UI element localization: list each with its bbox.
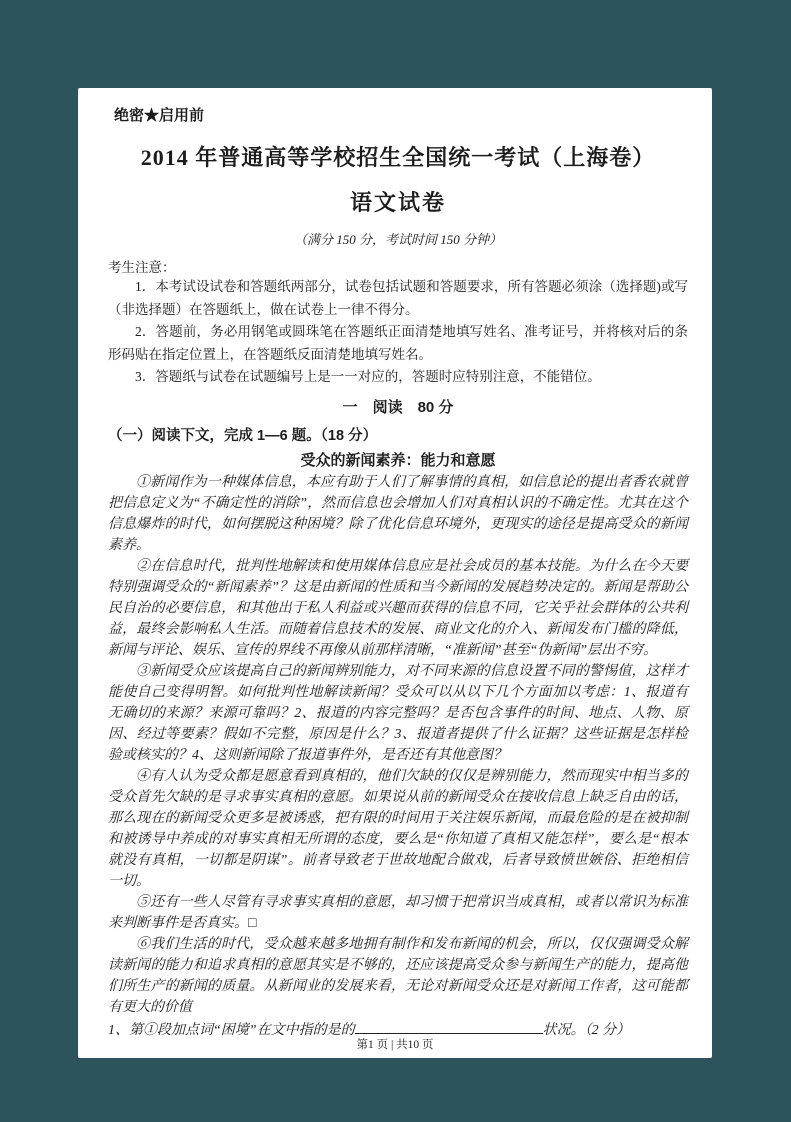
question-1-text: 1、第①段加点词“困境”在文中指的是的 <box>108 1022 355 1038</box>
question-1-suffix: 状况。（2 分） <box>542 1022 631 1038</box>
reading-passage <box>108 449 688 1018</box>
passage-paragraph-3: ③新闻受众应该提高自己的新闻辨别能力，对不同来源的信息设置不同的警惕值，这样才能使自己变得明智。如何批判性地解读新闻？受众可以从以下几个方面加以考虑：1、报道有无确切的来源？来源可靠吗？2、报道的内容完整吗？是否包含事件的时间、地点、人物、原因、经过等要素？假如不完整，原因是什么？3、报道者提供了什么证据？这些证据是怎样检验或核实的？4、这则新闻除了报道事件外，是否还有其他意图？ <box>108 663 688 763</box>
passage-paragraph-5: ⑤还有一些人尽管有寻求事实真相的意愿，却习惯于把常识当成真相，或者以常识为标准来判断事件是否真实。□ <box>108 894 688 931</box>
part-one-instruction: （一）阅读下文，完成 1—6 题。（18 分） <box>108 427 378 444</box>
exam-title: 2014 年普通高等学校招生全国统一考试（上海卷） <box>140 145 656 170</box>
passage-paragraph-4: ④有人认为受众都是愿意看到真相的，他们欠缺的仅仅是辨别能力，然而现实中相当多的受众首先欠缺的是寻求事实真相的意愿。如果说从前的新闻受众在接收信息上缺乏自由的话，那么现在的新闻受众更多是被诱惑，把有限的时间用于关注娱乐新闻，而最危险的是在被抑制和被诱导中养成的对事实真相无所谓的态度，要么是“你知道了真相又能怎样”，要么是“根本就没有真相，一切都是阴谋”。前者导致老于世故地配合做戏，后者导致愤世嫉俗、拒绝相信一切。 <box>108 768 688 889</box>
passage-paragraph-6: ⑥我们生活的时代，受众越来越多地拥有制作和发布新闻的机会，所以，仅仅强调受众解读新闻的能力和追求真相的意愿其实是不够的，还应该提高受众参与新闻生产的能力，提高他们所生产的新闻的质量。从新闻业的发展来看，无论对新闻受众还是对新闻工作者，这可能都有更大的价值 <box>108 936 688 1015</box>
passage-title: 受众的新闻素养：能力和意愿 <box>300 451 496 469</box>
exam-paper-page <box>78 88 712 1058</box>
section-heading-reading: 一 阅读 80 分 <box>342 398 454 416</box>
notice-item-2: 2．答题前，务必用钢笔或圆珠笔在答题纸正面清楚地填写姓名、准考证号，并将核对后的条形码贴在指定位置上，在答题纸反面清楚地填写姓名。 <box>108 324 688 362</box>
candidate-notice <box>108 256 688 389</box>
page-number-footer: 第1 页 | 共10 页 <box>356 1039 434 1051</box>
passage-paragraph-2: ②在信息时代，批判性地解读和使用媒体信息应是社会成员的基本技能。为什么在今天要特别强调受众的“新闻素养”？这是由新闻的性质和当今新闻的发展趋势决定的。新闻是帮助公民自治的必要信息，和其他出于私人利益或兴趣而获得的信息不同，它关乎社会群体的公共利益，最终会影响私人生活。而随着信息技术的发展、商业文化的介入、新闻发布门槛的降低，新闻与评论、娱乐、宣传的界线不再像从前那样清晰，“准新闻”甚至“伪新闻”层出不穷。 <box>108 558 688 658</box>
notice-heading: 考生注意： <box>108 260 176 275</box>
question-1-answer-blank <box>355 1019 543 1034</box>
classification-label: 绝密★启用前 <box>114 107 205 124</box>
exam-score-time-info: （满分 150 分，考试时间 150 分钟） <box>293 232 502 247</box>
notice-item-3: 3．答题纸与试卷在试题编号上是一一对应的，答题时应特别注意，不能错位。 <box>135 369 601 384</box>
notice-item-1: 1．本考试设试卷和答题纸两部分，试卷包括试题和答题要求，所有答题必须涂（选择题)或写（非选择题）在答题纸上，做在试卷上一律不得分。 <box>108 279 688 317</box>
passage-paragraph-1: ①新闻作为一种媒体信息，本应有助于人们了解事情的真相，如信息论的提出者香农就曾把信息定义为“不确定性的消除”，然而信息也会增加人们对真相认识的不确定性。尤其在这个信息爆炸的时代，如何摆脱这种困境？除了优化信息环境外，更现实的途径是提高受众的新闻素养。 <box>108 474 688 553</box>
exam-subject-title: 语文试卷 <box>349 190 446 215</box>
